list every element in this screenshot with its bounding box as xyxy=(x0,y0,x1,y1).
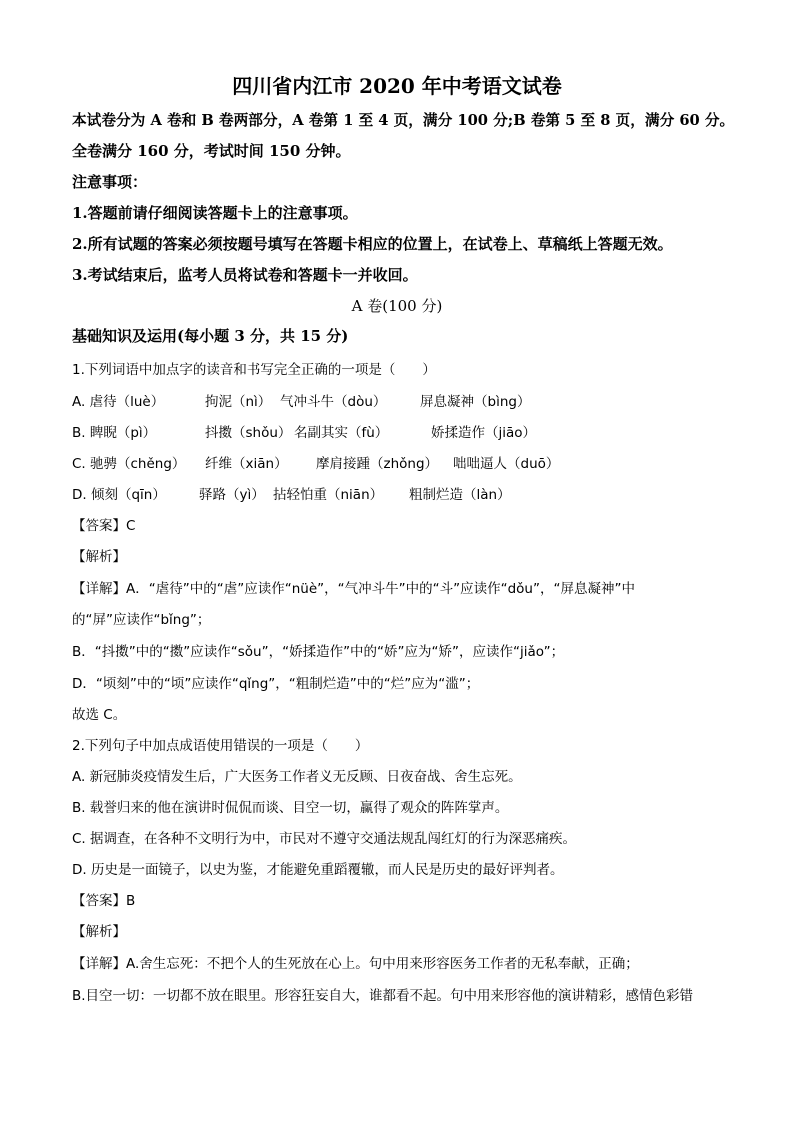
q2-answer: 【答案】B xyxy=(72,893,136,909)
section-basic-heading: 基础知识及运用(每小题 3 分，共 15 分) xyxy=(72,327,349,345)
q1-option-b-3: 名副其实（fù） xyxy=(294,425,389,441)
q1-option-c-4: 咄咄逼人（duō） xyxy=(453,456,560,472)
q1-answer: 【答案】C xyxy=(72,518,136,534)
q2-stem: 2.下列句子中加点成语使用错误的一项是（ ） xyxy=(72,738,369,754)
q1-option-a-2: 拘泥（nì） xyxy=(205,394,272,410)
q2-analysis-label: 【解析】 xyxy=(72,924,126,940)
q1-detail-line-3: B．“抖擞”中的“擞”应读作“sǒu”，“娇揉造作”中的“娇”应为“矫”，应读作“jiǎo”； xyxy=(72,644,565,660)
q2-option-c: C. 据调查，在各种不文明行为中，市民对不遵守交通法规乱闯红灯的行为深恶痛疾。 xyxy=(72,831,577,847)
q1-option-b-4: 娇揉造作（jiāo） xyxy=(431,425,537,441)
section-a-heading: A 卷(100 分) xyxy=(351,297,443,315)
q2-option-b: B. 载誉归来的他在演讲时侃侃而谈、目空一切，赢得了观众的阵阵掌声。 xyxy=(72,800,509,816)
notice-heading: 注意事项： xyxy=(72,173,148,191)
q1-option-b-1: B. 睥睨（pì） xyxy=(72,425,157,441)
q1-option-c-1: C. 驰骋（chěng） xyxy=(72,456,186,472)
q1-detail-line-2: 的“屏”应读作“bǐng”； xyxy=(72,612,211,628)
page-title: 四川省内江市 2020 年中考语文试卷 xyxy=(232,74,562,98)
q2-option-a: A. 新冠肺炎疫情发生后，广大医务工作者义无反顾、日夜奋战、舍生忘死。 xyxy=(72,769,522,785)
q2-detail-line-1: 【详解】A.舍生忘死：不把个人的生死放在心上。句中用来形容医务工作者的无私奉献，正确； xyxy=(72,956,639,972)
q2-option-d: D. 历史是一面镜子，以史为鉴，才能避免重蹈覆辙，而人民是历史的最好评判者。 xyxy=(72,862,564,878)
q1-option-c-2: 纤维（xiān） xyxy=(205,456,288,472)
q1-option-d-4: 粗制烂造（làn） xyxy=(409,487,511,503)
q1-detail-line-4: D．“顷刻”中的“顷”应读作“qǐng”，“粗制烂造”中的“烂”应为“滥”； xyxy=(72,676,480,692)
q1-option-d-1: D. 倾刻（qīn） xyxy=(72,487,166,503)
q1-option-a-3: 气冲斗牛（dòu） xyxy=(280,394,387,410)
q1-detail-line-1: 【详解】A．“虐待”中的“虐”应读作“nüè”，“气冲斗牛”中的“斗”应读作“dǒu”，“屏息凝神”中 xyxy=(72,581,635,597)
intro-line-2: 全卷满分 160 分，考试时间 150 分钟。 xyxy=(72,142,351,160)
q1-option-b-2: 抖擞（shǒu） xyxy=(205,425,292,441)
q1-option-a-1: A. 虐待（luè） xyxy=(72,394,165,410)
q2-detail-line-2: B.目空一切：一切都不放在眼里。形容狂妄自大，谁都看不起。句中用来形容他的演讲精彩，感情色彩错 xyxy=(72,988,694,1004)
q1-stem: 1.下列词语中加点字的读音和书写完全正确的一项是（ ） xyxy=(72,362,436,378)
notice-item-3: 3.考试结束后，监考人员将试卷和答题卡一并收回。 xyxy=(72,266,418,284)
q1-analysis-label: 【解析】 xyxy=(72,549,126,565)
notice-item-1: 1.答题前请仔细阅读答题卡上的注意事项。 xyxy=(72,204,358,222)
q1-option-d-3: 拈轻怕重（niān） xyxy=(273,487,384,503)
q1-conclusion: 故选 C。 xyxy=(72,707,127,723)
intro-line-1: 本试卷分为 A 卷和 B 卷两部分，A 卷第 1 至 4 页，满分 100 分;B 卷第 5 至 8 页，满分 60 分。 xyxy=(72,111,735,129)
q1-option-c-3: 摩肩接踵（zhǒng） xyxy=(316,456,439,472)
q1-option-a-4: 屏息凝神（bìng） xyxy=(420,394,531,410)
notice-item-2: 2.所有试题的答案必须按题号填写在答题卡相应的位置上，在试卷上、草稿纸上答题无效。 xyxy=(72,235,673,253)
q1-option-d-2: 驿路（yì） xyxy=(199,487,265,503)
